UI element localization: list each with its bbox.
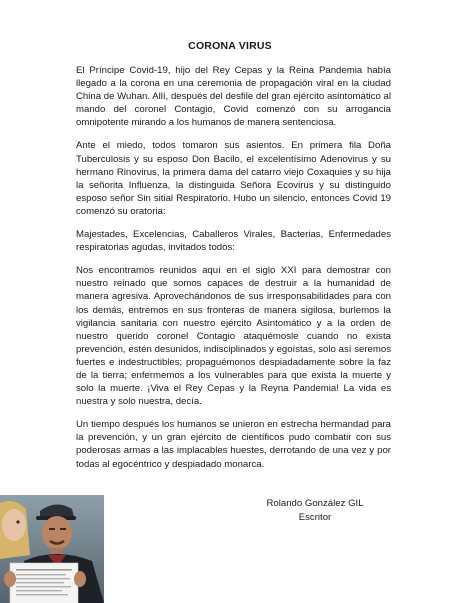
signature-block (240, 497, 390, 525)
author-name: Rolando González GIL (266, 498, 364, 509)
document-title: CORONA VIRUS (188, 40, 272, 52)
paragraph-5: Un tiempo después los humanos se unieron en estrecha hermandad para la prevención, y un gran ejército de científicos pudo combatir con sus poderosas armas a las implacables huestes, derrotando de una vez y por todas al egocéntrico y despiadado monarca. (76, 419, 391, 470)
document-body (76, 64, 391, 481)
paragraph-4: Nos encontramos reunidos aquí en el siglo XXI para demostrar con nuestro reinado que somos capaces de destruir a la humanidad de manera agresiva. Aprovechándonos de sus irresponsabilidades para con los demás, entremos en sus fronteras de manera sigilosa, burlemos la vigilancia sanitaria con nuestro ejército Asintomático y a la orden de nuestro querido coronel Contagio ataquémosle cuando no exista prevención, estén desunidos, indisciplinados y egoístas, solo así seremos fuertes e indestructibles; propaguémonos despiadadamente sobre la faz de la tierra; enfermemos a los vulnerables para que exista la muerte y solo la muerte. ¡Viva el Rey Cepas y la Reyna Pandemia! La vida es nuestra y solo nuestra, decía. (76, 265, 391, 408)
paragraph-2: Ante el miedo, todos tomaron sus asientos. En primera fila Doña Tuberculosis y su esposo Don Bacilo, el excelentísimo Adenovirus y su hermano Rinovirus, la primera dama del catarro viejo Coxaquies y su hija la señorita Influenza, la distinguida Señora Ecovirus y su distinguido esposo señor Sin sitial Respiratorio. Hubo un silencio, entonces Covid 19 comenzó su oratoria: (76, 140, 391, 217)
author-photo (0, 495, 104, 603)
author-role: Escritor (298, 512, 332, 523)
author-photo-illustration (0, 495, 104, 603)
paragraph-3: Majestades, Excelencias, Caballeros Virales, Bacterias, Enfermedades respiratorias agudas, invitados todos: (76, 229, 391, 254)
paragraph-1: El Príncipe Covid-19, hijo del Rey Cepas y la Reina Pandemia había llegado a la corona en una ceremonia de propagación viral en la ciudad China de Wuhan. Allí, después del desfile del gran ejército asintomático al mando del coronel Contagio, Covid comenzó con su arrogancia omnipotente mirando a los humanos de manera sentenciosa. (76, 65, 391, 129)
